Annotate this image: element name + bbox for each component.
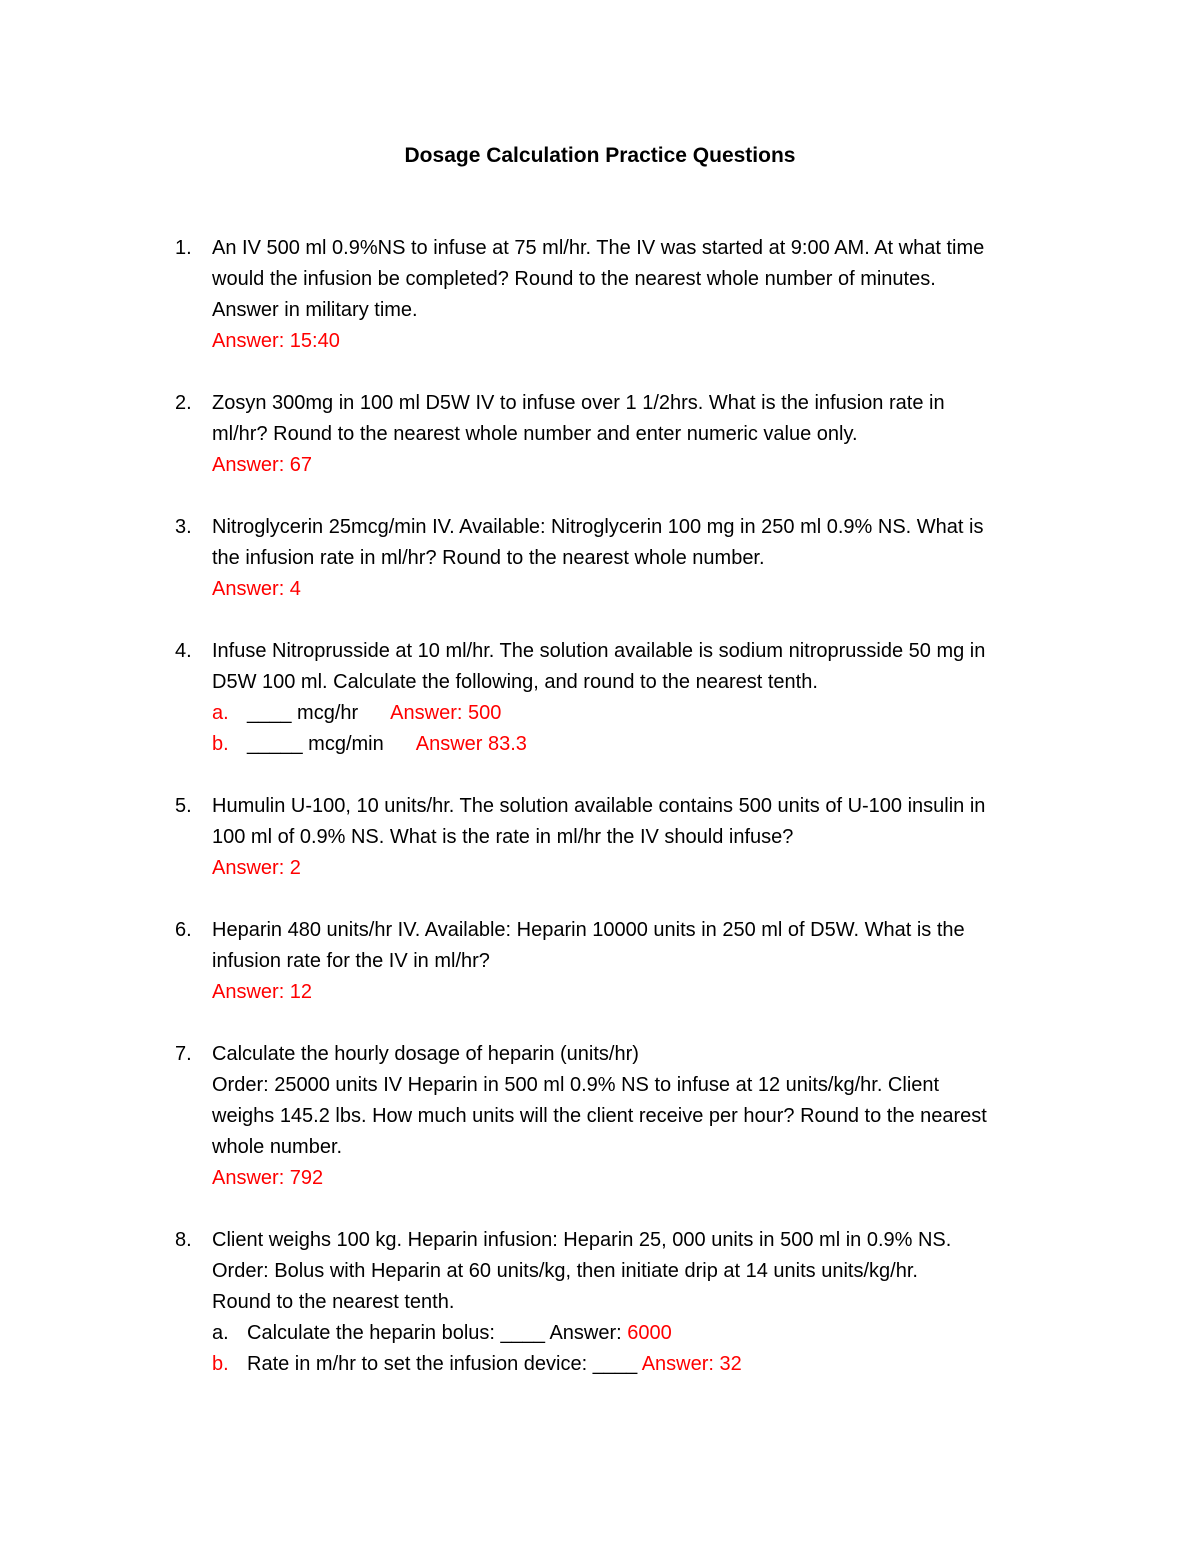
question-text-line: Heparin 480 units/hr IV. Available: Heparin 10000 units in 250 ml of D5W. What is the [212, 919, 965, 941]
question-text-line: An IV 500 ml 0.9%NS to infuse at 75 ml/hr. The IV was started at 9:00 AM. At what time [212, 237, 985, 259]
answer-text: Answer: 2 [212, 857, 301, 879]
question-3 [0, 512, 1072, 605]
question-number: 1. [175, 237, 192, 259]
question-text-line: Infuse Nitroprusside at 10 ml/hr. The solution available is sodium nitroprusside 50 mg in [212, 640, 986, 662]
sub-question-a [212, 698, 1072, 729]
question-text-line: Zosyn 300mg in 100 ml D5W IV to infuse over 1 1/2hrs. What is the infusion rate in [212, 392, 945, 414]
question-number: 7. [175, 1043, 192, 1065]
question-4 [0, 636, 1072, 760]
question-text-line: D5W 100 ml. Calculate the following, and round to the nearest tenth. [212, 671, 818, 693]
sub-question-b [212, 1349, 1072, 1380]
question-text-line: Order: Bolus with Heparin at 60 units/kg, then initiate drip at 14 units units/kg/hr. [212, 1260, 918, 1282]
answer-text: Answer: 500 [390, 702, 502, 724]
question-number: 6. [175, 919, 192, 941]
answer-text: Answer: 15:40 [212, 330, 340, 352]
question-2 [0, 388, 1072, 481]
page-title: Dosage Calculation Practice Questions [404, 144, 796, 167]
question-text-line: Round to the nearest tenth. [212, 1291, 455, 1313]
question-list [0, 233, 1200, 1411]
question-text-line: Client weighs 100 kg. Heparin infusion: Heparin 25, 000 units in 500 ml in 0.9% NS. [212, 1229, 952, 1251]
question-text-line: Calculate the hourly dosage of heparin (units/hr) [212, 1043, 639, 1065]
answer-text: 6000 [627, 1322, 672, 1344]
question-number: 5. [175, 795, 192, 817]
question-8 [0, 1225, 1072, 1380]
sub-question-text: Rate in m/hr to set the infusion device: ____ [247, 1353, 642, 1375]
sub-letter: b. [212, 733, 229, 755]
question-5 [0, 791, 1072, 884]
answer-text: Answer: 792 [212, 1167, 324, 1189]
question-number: 4. [175, 640, 192, 662]
question-number: 3. [175, 516, 192, 538]
question-text-line: Answer in military time. [212, 299, 418, 321]
question-text-line: Order: 25000 units IV Heparin in 500 ml 0.9% NS to infuse at 12 units/kg/hr. Client [212, 1074, 940, 1096]
question-text-line: would the infusion be completed? Round to the nearest whole number of minutes. [212, 268, 936, 290]
sub-letter: a. [212, 1322, 229, 1344]
question-text-line: Humulin U-100, 10 units/hr. The solution available contains 500 units of U-100 insulin in [212, 795, 986, 817]
sub-question-text: ____ mcg/hr [247, 702, 359, 724]
answer-text: Answer: 67 [212, 454, 313, 476]
answer-text: Answer: 12 [212, 981, 313, 1003]
question-number: 8. [175, 1229, 192, 1251]
sub-letter: b. [212, 1353, 229, 1375]
question-text-line: infusion rate for the IV in ml/hr? [212, 950, 490, 972]
question-text-line: whole number. [212, 1136, 343, 1158]
question-text-line: 100 ml of 0.9% NS. What is the rate in ml/hr the IV should infuse? [212, 826, 794, 848]
sub-question-text: Calculate the heparin bolus: ____ Answer: [247, 1322, 628, 1344]
sub-question-b [212, 729, 1072, 760]
question-7 [0, 1039, 1072, 1194]
sub-letter: a. [212, 702, 229, 724]
question-1 [0, 233, 1072, 357]
question-number: 2. [175, 392, 192, 414]
question-6 [0, 915, 1072, 1008]
sub-question-a [212, 1318, 1072, 1349]
question-text-line: weighs 145.2 lbs. How much units will the client receive per hour? Round to the nearest [212, 1105, 987, 1127]
answer-text: Answer 83.3 [415, 733, 527, 755]
question-text-line: ml/hr? Round to the nearest whole number and enter numeric value only. [212, 423, 858, 445]
answer-text: Answer: 32 [641, 1353, 742, 1375]
question-text-line: the infusion rate in ml/hr? Round to the nearest whole number. [212, 547, 765, 569]
question-text-line: Nitroglycerin 25mcg/min IV. Available: Nitroglycerin 100 mg in 250 ml 0.9% NS. What is [212, 516, 984, 538]
answer-text: Answer: 4 [212, 578, 301, 600]
sub-question-text: _____ mcg/min [247, 733, 384, 755]
